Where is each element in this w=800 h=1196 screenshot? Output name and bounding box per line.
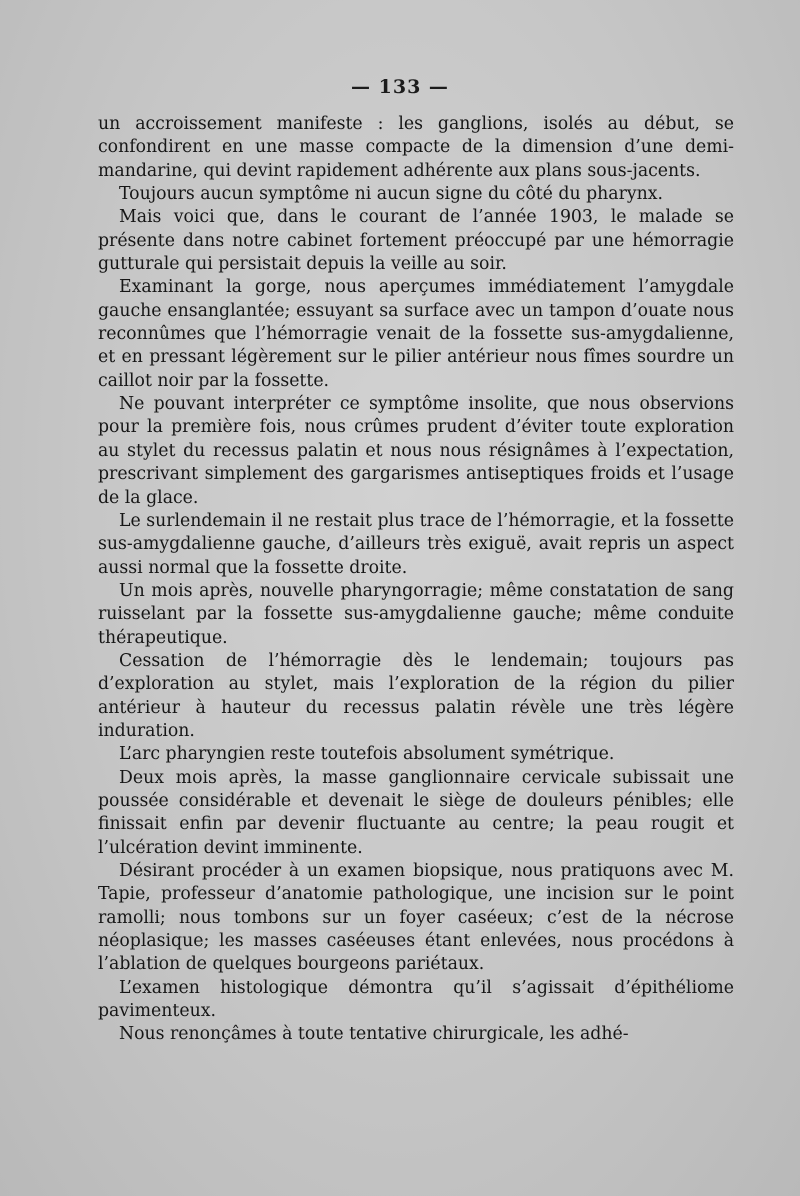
page-number: — 133 — [351,76,449,98]
paragraph: Désirant procéder à un examen biopsique, nous pratiquons avec M. Tapie, professeur d’anatomie pathologique, une incision sur le point ramolli; nous tombons sur un foyer caséeux; c’est de la nécrose néoplasique; les masses caséeuses étant enlevées, nous procédons à l’ablation de quelques bourgeons pariétaux. [98,861,734,975]
paragraph: Un mois après, nouvelle pharyngorragie; même constatation de sang ruisselant par la fossette sus-amygdalienne gauche; même conduite thérapeutique. [98,580,734,648]
paragraph: L’examen histologique démontra qu’il s’agissait d’épithéliome pavimenteux. [98,977,734,1022]
paragraph: Cessation de l’hémorragie dès le lendemain; toujours pas d’exploration au stylet, mais l’exploration de la région du pilier antérieur à hauteur du recessus palatin révèle une très légère induration. [98,650,734,741]
body-text [98,113,734,1047]
paragraph: un accroissement manifeste : les ganglions, isolés au début, se confondirent en une masse compacte de la dimension d’une demi-mandarine, qui devint rapidement adhérente aux plans sous-jacents. [98,114,734,181]
paragraph: Le surlendemain il ne restait plus trace de l’hémorragie, et la fossette sus-amygdalienne gauche, d’ailleurs très exiguë, avait repris un aspect aussi normal que la fossette droite. [98,510,734,578]
paragraph: Nous renonçâmes à toute tentative chirurgicale, les adhé- [119,1024,629,1045]
paragraph: L’arc pharyngien reste toutefois absolument symétrique. [119,744,615,765]
paragraph: Toujours aucun symptôme ni aucun signe du côté du pharynx. [119,184,663,205]
paragraph: Examinant la gorge, nous aperçumes immédiatement l’amygdale gauche ensanglantée; essuyant sa surface avec un tampon d’ouate nous reconnûmes que l’hémorragie venait de la fossette sus-amygdalienne, et en pressant légèrement sur le pilier antérieur nous fîmes sourdre un caillot noir par la fossette. [98,277,734,391]
paragraph: Ne pouvant interpréter ce symptôme insolite, que nous observions pour la première fois, nous crûmes prudent d’éviter toute exploration au stylet du recessus palatin et nous nous résignâmes à l’expectation, prescrivant simplement des gargarismes antiseptiques froids et l’usage de la glace. [98,394,734,508]
paragraph: Mais voici que, dans le courant de l’année 1903, le malade se présente dans notre cabinet fortement préoccupé par une hémorragie gutturale qui persistait depuis la veille au soir. [98,207,734,275]
paragraph: Deux mois après, la masse ganglionnaire cervicale subissait une poussée considérable et devenait le siège de douleurs pénibles; elle finissait enfin par devenir fluctuante au centre; la peau rougit et l’ulcération devint imminente. [98,767,734,858]
